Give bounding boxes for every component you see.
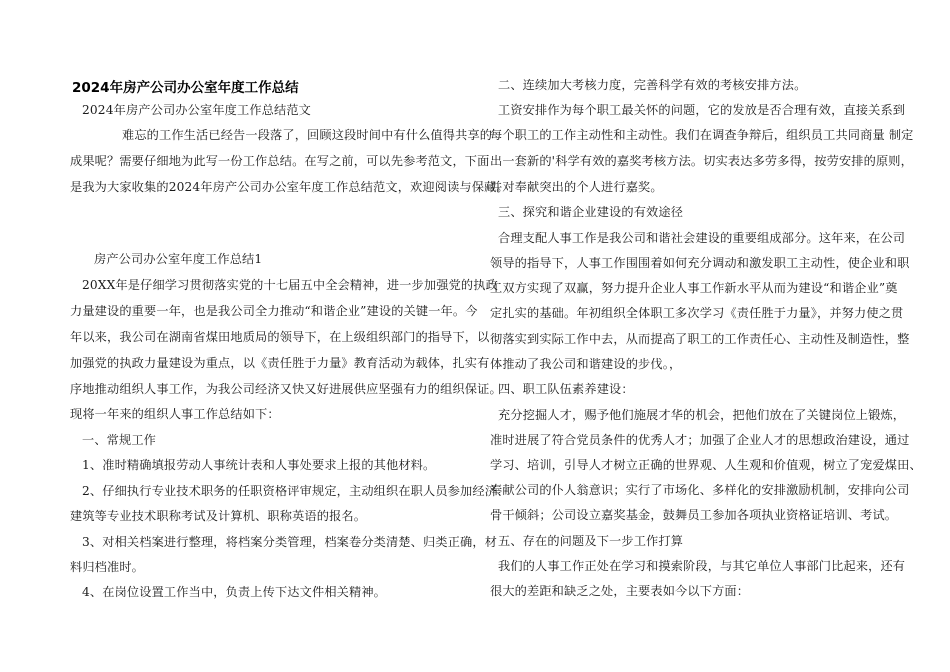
paragraph-line: 现将一年来的组织人事工作总结如下：: [70, 407, 280, 421]
paragraph-line: 难忘的工作生活已经告一段落了，回顾这段时间中有什么值得共享的: [122, 128, 493, 142]
paragraph-line: 我们的人事工作正处在学习和摸索阶段，与其它单位人事部门比起来，还有: [498, 559, 906, 573]
paragraph-line: 准时进展了符合党员条件的优秀人才；加强了企业人才的思想政治建设，通过: [490, 433, 910, 447]
paragraph-line: 体推动了我公司和谐建设的步伐。，: [490, 357, 682, 371]
paragraph-line: 骨干倾斜；公司设立嘉奖基金，鼓舞员工参加各项执业资格证培训、考试。: [490, 508, 898, 522]
document-subtitle: 2024年房产公司办公室年度工作总结范文: [82, 103, 312, 117]
paragraph-line: 料归档准时。: [70, 560, 145, 574]
section-heading: 一、常规工作: [82, 433, 157, 447]
section-heading: 三、探究和谐企业建设的有效途径: [498, 205, 684, 219]
paragraph-line: 合理支配人事工作是我公司和谐社会建设的重要组成部分。这年来，在公司: [498, 231, 906, 245]
section-heading: 房产公司办公室年度工作总结1: [94, 252, 263, 266]
paragraph-line: 年以来，我公司在湖南省煤田地质局的领导下，在上级组织部门的指导下，以: [70, 330, 490, 344]
paragraph-line: 工双方实现了双赢，努力提升企业人事工作新水平从而为建设“和谐企业”奠: [490, 281, 898, 295]
section-heading: 四、职工队伍素养建设：: [498, 382, 634, 396]
section-heading: 五、存在的问题及下一步工作打算: [498, 534, 684, 548]
paragraph-line: 彻落实到实际工作中去，从而提高了职工的工作责任心、主动性及制造性，整: [490, 332, 910, 346]
document-title: 2024年房产公司办公室年度工作总结: [72, 80, 299, 96]
paragraph-line: 充分挖掘人才，赐予他们施展才华的机会，把他们放在了关键岗位上锻炼，: [498, 408, 906, 422]
paragraph-line: 并对奉献突出的个人进行嘉奖。: [490, 180, 663, 194]
paragraph-line: 每个职工的工作主动性和主动性。我们在调查争辩后，组织员工共同商量 制定: [490, 128, 914, 142]
paragraph-line: 2、仔细执行专业技术职务的任职资格评审规定，主动组织在职人员参加经济、: [82, 484, 510, 498]
paragraph-line: 工资安排作为每个职工最关怀的问题，它的发放是否合理有效，直接关系到: [498, 103, 906, 117]
paragraph-line: 序地推动组织人事工作，为我公司经济又快又好进展供应坚强有力的组织保证。: [70, 382, 502, 396]
paragraph-line: 定扎实的基础。年初组织全体职工多次学习《责任胜于力量》，并努力使之贯: [490, 306, 904, 320]
paragraph-line: 成果呢？需要仔细地为此写一份工作总结。在写之前，可以先参考范文，下面: [70, 154, 490, 168]
paragraph-line: 20XX年是仔细学习贯彻落实党的十七届五中全会精神，进一步加强党的执政: [82, 278, 498, 292]
paragraph-line: 奉献公司的仆人翁意识；实行了市场化、多样化的安排激励机制，安排向公司: [490, 483, 910, 497]
paragraph-line: 是我为大家收集的2024年房产公司办公室年度工作总结范文，欢迎阅读与保藏。: [70, 180, 509, 194]
paragraph-line: 建筑等专业技术职称考试及计算机、职称英语的报名。: [70, 509, 367, 523]
section-heading: 二、连续加大考核力度，完善科学有效的考核安排方法。: [498, 78, 807, 92]
paragraph-line: 4、在岗位设置工作当中，负责上传下达文件相关精神。: [82, 585, 387, 599]
paragraph-line: 领导的指导下，人事工作围围着如何充分调动和激发职工主动性，使企业和职: [490, 256, 910, 270]
paragraph-line: 力量建设的重要一年，也是我公司全力推动“和谐企业”建设的关键一年。今: [70, 304, 478, 318]
paragraph-line: 1、准时精确填报劳动人事统计表和人事处要求上报的其他材料。: [82, 458, 436, 472]
paragraph-line: 出一套新的'科学有效的嘉奖考核方法。切实表达多劳多得，按劳安排的原则，: [490, 154, 913, 168]
paragraph-line: 学习、培训，引导人才树立正确的世界观、人生观和价值观，树立了宠爱煤田、: [490, 458, 922, 472]
paragraph-line: 很大的差距和缺乏之处，主要表如今以下方面：: [490, 584, 750, 598]
paragraph-line: 3、对相关档案进行整理，将档案分类管理，档案卷分类清楚、归类正确，材: [82, 535, 498, 549]
paragraph-line: 加强党的执政力量建设为重点，以《责任胜于力量》教育活动为载体，扎实有: [70, 356, 490, 370]
